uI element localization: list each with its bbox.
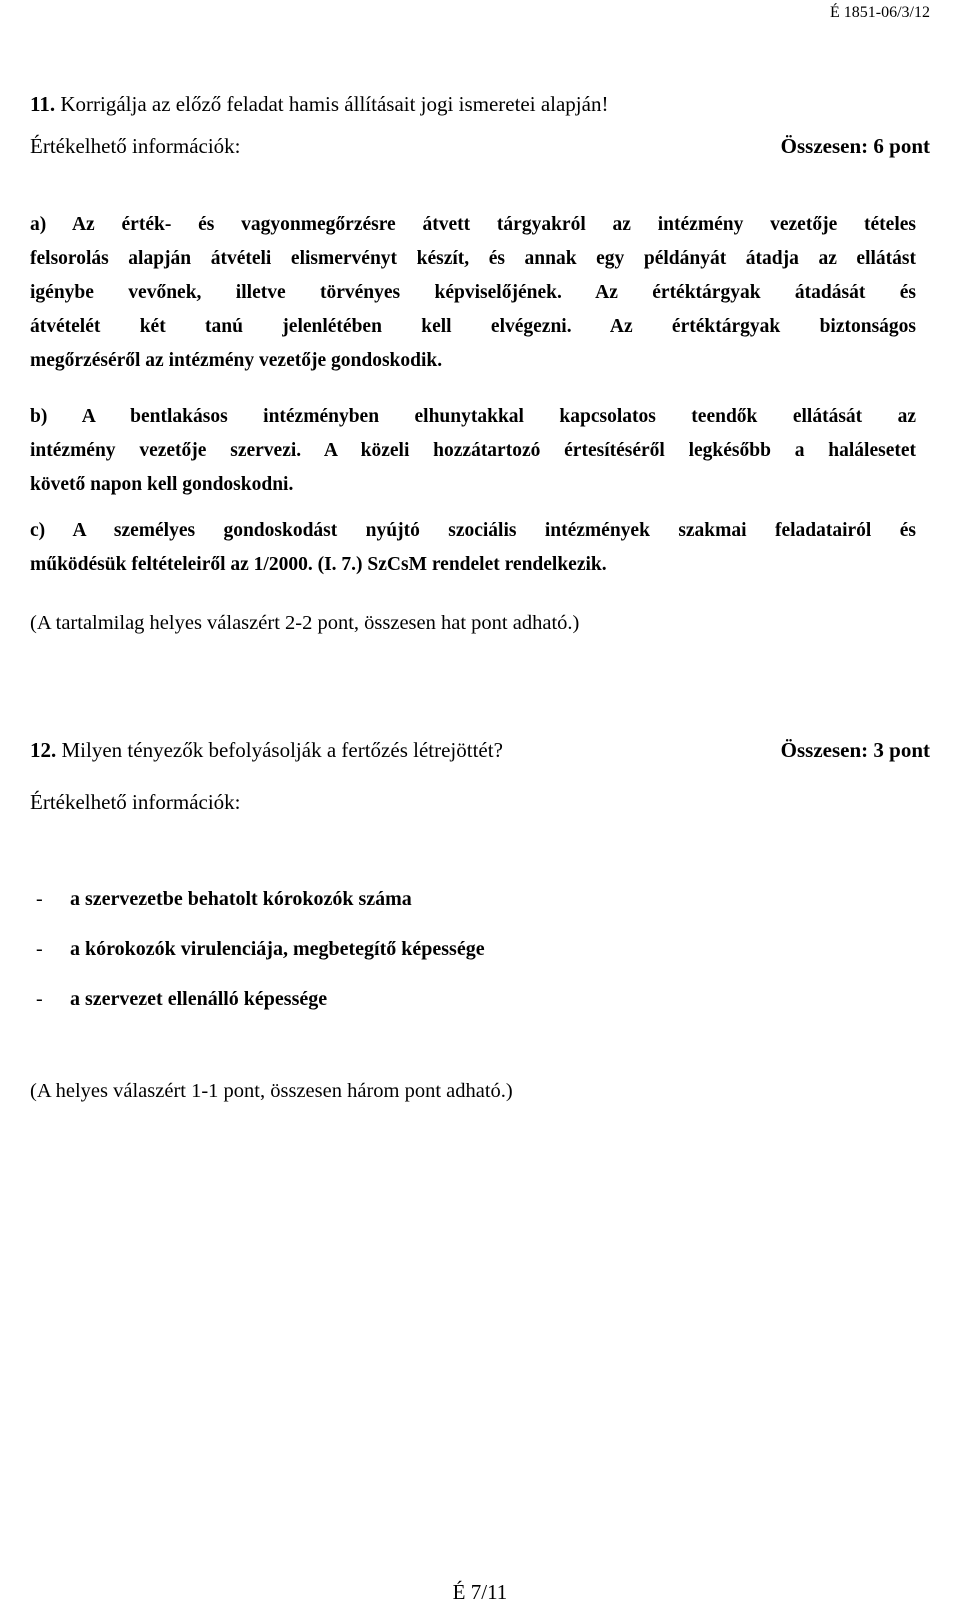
document-code: É 1851-06/3/12 <box>830 4 930 21</box>
scoring-note-11: (A tartalmilag helyes válaszért 2-2 pont, összesen hat pont adható.) <box>30 612 580 634</box>
list-item <box>36 938 485 961</box>
question-11-number: 11. <box>30 92 56 116</box>
list-item-text: a kórokozók virulenciája, megbetegítő képessége <box>70 938 485 960</box>
answer-a-line: átvételét két tanú jelenlétében kell elvégezni. Az értéktárgyak biztonságos <box>30 316 916 337</box>
answer-b-line: b) A bentlakásos intézményben elhunytakkal kapcsolatos teendők ellátását az <box>30 406 916 427</box>
answer-c <box>30 514 916 582</box>
question-11 <box>30 92 608 117</box>
answer-c-line: működésük feltételeiről az 1/2000. (I. 7.) SzCsM rendelet rendelkezik. <box>30 554 607 575</box>
answer-b <box>30 400 916 502</box>
answer-a-line: igénybe vevőnek, illetve törvényes képviselőjének. Az értéktárgyak átadását és <box>30 282 916 303</box>
info-label-12: Értékelhető információk: <box>30 790 241 814</box>
answer-a-line: megőrzéséről az intézmény vezetője gondoskodik. <box>30 350 443 371</box>
list-item-text: a szervezetbe behatolt kórokozók száma <box>70 888 412 910</box>
answer-b-line: követő napon kell gondoskodni. <box>30 474 294 495</box>
list-dash: - <box>36 888 43 910</box>
question-12-number: 12. <box>30 738 57 762</box>
answer-a <box>30 208 916 378</box>
list-dash: - <box>36 988 43 1010</box>
list-item <box>36 888 412 911</box>
answer-a-line: felsorolás alapján átvételi elismervényt készít, és annak egy példányát átadja az ellátást <box>30 248 916 269</box>
question-11-text: Korrigálja az előző feladat hamis állításait jogi ismeretei alapján! <box>60 92 609 116</box>
question-12 <box>30 738 503 763</box>
scoring-note-12: (A helyes válaszért 1-1 pont, összesen három pont adható.) <box>30 1080 513 1102</box>
list-item-text: a szervezet ellenálló képessége <box>70 988 328 1010</box>
answer-b-line: intézmény vezetője szervezi. A közeli hozzátartozó értesítéséről legkésőbb a halálesetet <box>30 440 916 461</box>
list-dash: - <box>36 938 43 960</box>
question-12-text: Milyen tényezők befolyásolják a fertőzés létrejöttét? <box>61 738 503 762</box>
answer-a-line: a) Az érték- és vagyonmegőrzésre átvett tárgyakról az intézmény vezetője tételes <box>30 214 916 235</box>
total-points-12: Összesen: 3 pont <box>780 738 930 762</box>
answer-c-line: c) A személyes gondoskodást nyújtó szociális intézmények szakmai feladatairól és <box>30 520 916 541</box>
list-item <box>36 988 327 1011</box>
page-footer: É 7/11 <box>452 1580 508 1604</box>
info-label-11: Értékelhető információk: <box>30 134 241 158</box>
total-points-11: Összesen: 6 pont <box>780 134 930 158</box>
